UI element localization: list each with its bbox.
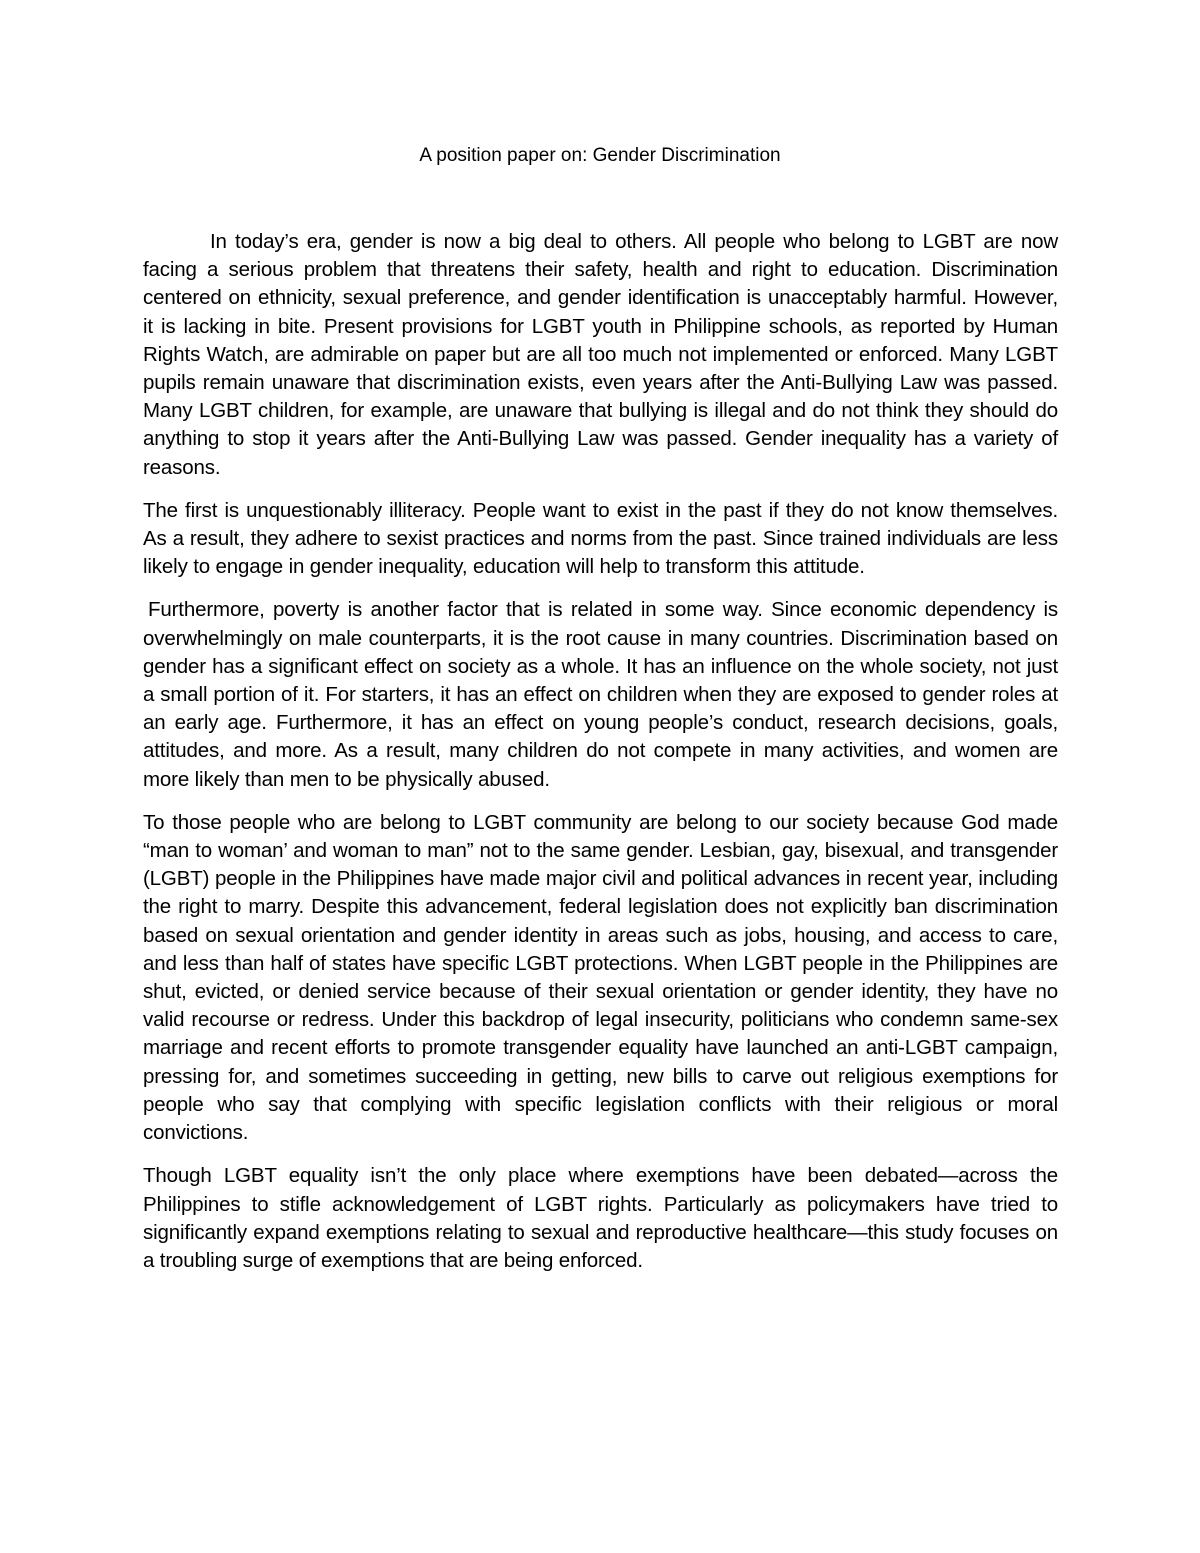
document-body <box>143 228 1058 1290</box>
paragraph-intro: In today’s era, gender is now a big deal to others. All people who belong to LGBT are now facing a serious problem that threatens their safety, health and right to education. Discrimination centered on ethnicity, sexual preference, and gender identification is unacceptably harmful. However, it is lacking in bite. Present provisions for LGBT youth in Philippine schools, as reported by Human Rights Watch, are admirable on paper but are all too much not implemented or enforced. Many LGBT pupils remain unaware that discrimination exists, even years after the Anti-Bullying Law was passed. Many LGBT children, for example, are unaware that bullying is illegal and do not think they should do anything to stop it years after the Anti-Bullying Law was passed. Gender inequality has a variety of reasons. <box>143 230 1058 479</box>
paragraph-lgbt-society: To those people who are belong to LGBT community are belong to our society because God made “man to woman’ and woman to man” not to the same gender. Lesbian, gay, bisexual, and transgender (LGBT) people in the Philippines have made major civil and political advances in recent year, including the right to marry. Despite this advancement, federal legislation does not explicitly ban discrimination based on sexual orientation and gender identity in areas such as jobs, housing, and access to care, and less than half of states have specific LGBT protections. When LGBT people in the Philippines are shut, evicted, or denied service because of their sexual orientation or gender identity, they have no valid recourse or redress. Under this backdrop of legal insecurity, politicians who condemn same-sex marriage and recent efforts to promote transgender equality have launched an anti-LGBT campaign, pressing for, and sometimes succeeding in getting, new bills to carve out religious exemptions for people who say that complying with specific legislation conflicts with their religious or moral convictions. <box>143 810 1058 1145</box>
paragraph-poverty: Furthermore, poverty is another factor that is related in some way. Since economic dependency is overwhelmingly on male counterparts, it is the root cause in many countries. Discrimination based on gender has a significant effect on society as a whole. It has an influence on the whole society, not just a small portion of it. For starters, it has an effect on children when they are exposed to gender roles at an early age. Furthermore, it has an effect on young people’s conduct, research decisions, goals, attitudes, and more. As a result, many children do not compete in many activities, and women are more likely than men to be physically abused. <box>143 598 1058 791</box>
document-title: A position paper on: Gender Discrimination <box>419 145 781 166</box>
paragraph-illiteracy: The first is unquestionably illiteracy. People want to exist in the past if they do not know themselves. As a result, they adhere to sexist practices and norms from the past. Since trained individuals are less likely to engage in gender inequality, education will help to transform this attitude. <box>143 498 1058 579</box>
paragraph-exemptions: Though LGBT equality isn’t the only place where exemptions have been debated—across the Philippines to stifle acknowledgement of LGBT rights. Particularly as policymakers have tried to significantly expand exemptions relating to sexual and reproductive healthcare—this study focuses on a troubling surge of exemptions that are being enforced. <box>143 1164 1058 1272</box>
